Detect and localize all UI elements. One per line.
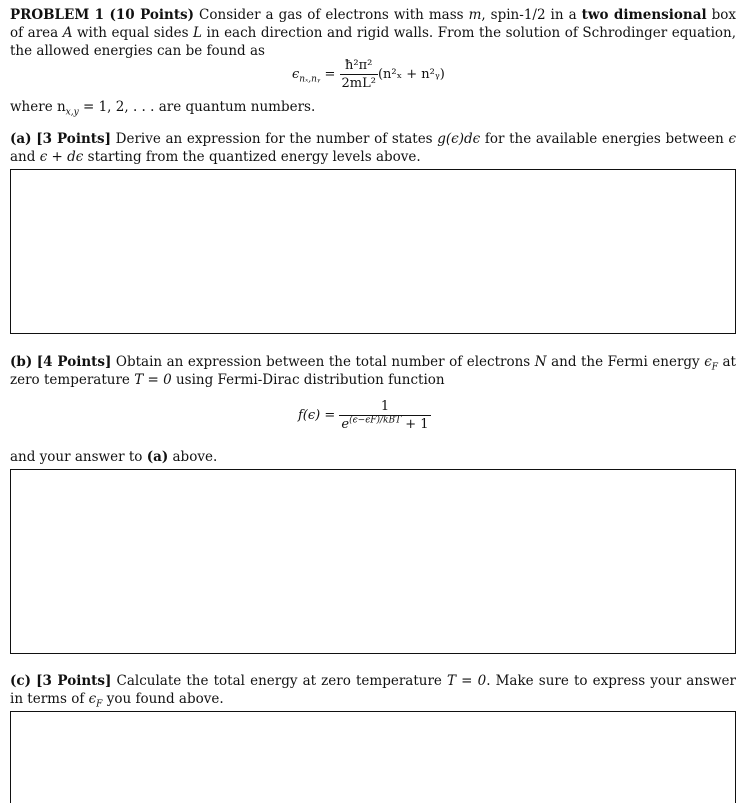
energy-fraction: $\frac{\text{ħ²π²}}{\text{2mL²}}$ [341,58,376,91]
answer-box-c[interactable] [10,711,736,803]
fermi-dirac-equation: f(ϵ) = $\frac{1}{e^{(\epsilon-\epsilon F)/kBT} + 1}$ [298,399,429,432]
part-b-question: (b) [4 Points] Obtain an expression between the total number of electrons N and the Fermi energy $\epsilon_F$ at zero temperature T = 0 using Fermi-Dirac distribution function [10,354,736,388]
energy-equation: $\epsilon_{n_x,nᵧ}$ = $\frac{\text{ħ²π²}}{\text{2mL²}}$ (n²ₓ + n²ᵧ) [292,58,445,91]
part-c-question: (c) [3 Points] Calculate the total energy at zero temperature T = 0. Make sure to express your answer in terms of $\epsilon_F$ you found above. [10,673,736,710]
problem-intro: PROBLEM 1 (10 Points) Consider a gas of electrons with mass m, spin-1/2 in a two dimensional box of area A with equal sides L in each direction and rigid walls. From the solution of Schrodinger equation, the allowed energies can be found as [10,7,736,59]
part-a-question: (a) [3 Points] Derive an expression for the number of states g(ϵ)dϵ for the available energies between ϵ and ϵ + dϵ starting from the quantized energy levels above. [10,131,736,165]
part-b-label: (b) [10,354,33,370]
quantum-numbers-line: where $n_{x,y} = 1$, 2, . . . are quantum numbers. [10,99,316,118]
answer-box-b[interactable] [10,469,736,654]
part-b-and-line: and your answer to (a) above. [10,449,218,465]
fermi-dirac-fraction: $\frac{1}{e^{(\epsilon-\epsilon F)/kBT} + 1}$ [341,399,429,432]
problem-header: PROBLEM 1 (10 Points) [10,7,195,23]
part-c-label: (c) [10,673,31,689]
part-a-label: (a) [10,131,32,147]
answer-box-a[interactable] [10,169,736,334]
